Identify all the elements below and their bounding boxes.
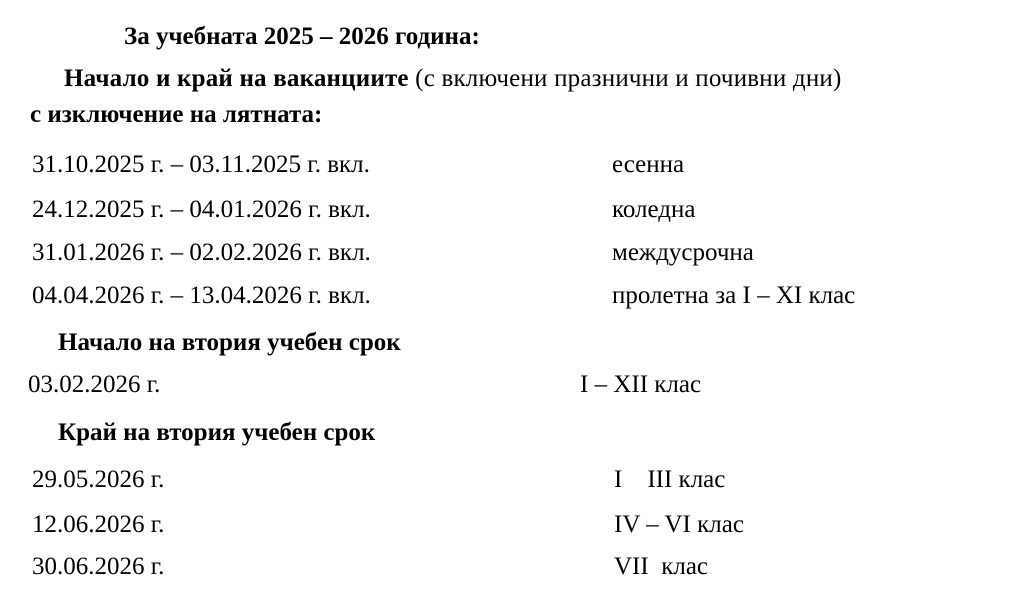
term-end-grades: VII клас — [614, 553, 709, 580]
term-end-date: 12.06.2026 г. — [32, 511, 165, 538]
vacation-period: 04.04.2026 г. – 13.04.2026 г. вкл. — [32, 282, 371, 309]
vacations-heading-bold: Начало и край на ваканциите — [64, 65, 409, 92]
vacation-name: пролетна за I – XI клас — [612, 282, 856, 309]
vacation-period: 24.12.2025 г. – 04.01.2026 г. вкл. — [32, 196, 371, 223]
term-end-grades: I III клас — [614, 466, 726, 493]
second-term-end-heading: Край на втория учебен срок — [58, 419, 376, 446]
vacation-period: 31.01.2026 г. – 02.02.2026 г. вкл. — [32, 239, 371, 266]
vacation-name: есенна — [612, 151, 685, 178]
term-start-grades: I – XII клас — [580, 371, 702, 398]
term-end-date: 29.05.2026 г. — [32, 466, 165, 493]
vacations-heading — [64, 64, 842, 94]
second-term-start-heading: Начало на втория учебен срок — [58, 329, 401, 356]
term-end-grades: IV – VI клас — [614, 511, 744, 538]
vacation-name: коледна — [612, 196, 696, 223]
term-start-date: 03.02.2026 г. — [28, 371, 161, 398]
term-end-date: 30.06.2026 г. — [32, 553, 165, 580]
vacation-name: междусрочна — [612, 239, 754, 266]
vacations-heading-line2: с изключение на лятната: — [30, 101, 323, 128]
document-title: За учебната 2025 – 2026 година: — [124, 23, 480, 50]
vacation-period: 31.10.2025 г. – 03.11.2025 г. вкл. — [32, 151, 370, 178]
vacations-heading-note: (с включени празнични и почивни дни) — [408, 65, 842, 92]
